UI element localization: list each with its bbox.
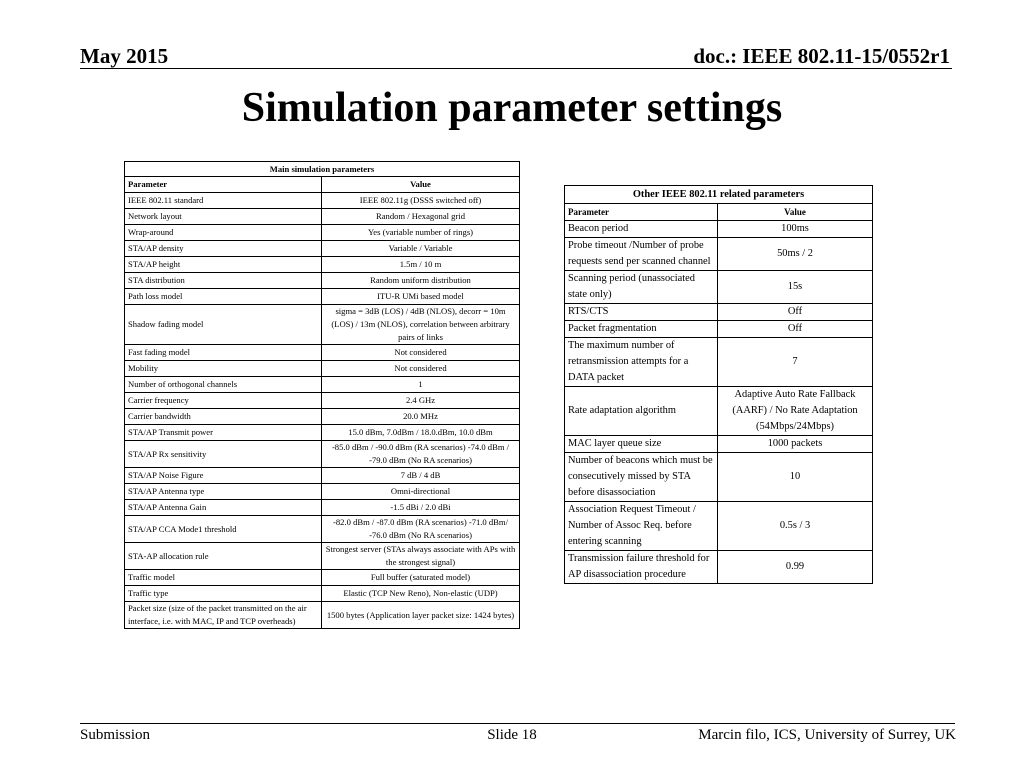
parameter-cell: Carrier bandwidth <box>125 409 322 425</box>
parameter-cell: STA/AP Transmit power <box>125 425 322 441</box>
table-row <box>125 543 520 570</box>
table-row <box>565 304 873 321</box>
parameter-cell: Traffic type <box>125 586 322 602</box>
parameter-cell: Rate adaptation algorithm <box>565 387 718 436</box>
parameter-cell: STA/AP height <box>125 257 322 273</box>
footer-divider <box>80 723 955 724</box>
parameter-cell: Carrier frequency <box>125 393 322 409</box>
value-cell: 10 <box>718 453 873 502</box>
table-row <box>125 193 520 209</box>
table-row <box>125 500 520 516</box>
table-row <box>125 602 520 629</box>
table-row <box>125 409 520 425</box>
table-row <box>125 516 520 543</box>
parameter-cell: STA distribution <box>125 273 322 289</box>
table-row <box>565 436 873 453</box>
table-row <box>125 257 520 273</box>
table-caption: Main simulation parameters <box>125 162 520 177</box>
parameter-cell: Number of beacons which must be consecutively missed by STA before disassociation <box>565 453 718 502</box>
parameter-cell: STA/AP density <box>125 241 322 257</box>
parameter-cell: RTS/CTS <box>565 304 718 321</box>
table-row <box>125 441 520 468</box>
table-row <box>125 345 520 361</box>
parameter-cell: STA/AP Antenna type <box>125 484 322 500</box>
parameter-cell: STA/AP Antenna Gain <box>125 500 322 516</box>
value-cell: Strongest server (STAs always associate with APs with the strongest signal) <box>322 543 520 570</box>
header-date: May 2015 <box>80 44 169 68</box>
value-cell: ITU-R UMi based model <box>322 289 520 305</box>
parameter-cell: Fast fading model <box>125 345 322 361</box>
table-row <box>565 321 873 338</box>
parameter-cell: Transmission failure threshold for AP disassociation procedure <box>565 551 718 584</box>
value-cell: 1000 packets <box>718 436 873 453</box>
footer-slide-number: Slide 18 <box>487 727 537 743</box>
parameter-cell: Mobility <box>125 361 322 377</box>
value-cell: 15s <box>718 271 873 304</box>
value-cell: 0.99 <box>718 551 873 584</box>
value-cell: Not considered <box>322 345 520 361</box>
parameter-cell: STA/AP CCA Mode1 threshold <box>125 516 322 543</box>
table-caption: Other IEEE 802.11 related parameters <box>565 186 873 204</box>
value-cell: 1 <box>322 377 520 393</box>
table-row <box>125 305 520 345</box>
value-cell: Off <box>718 321 873 338</box>
parameter-cell: Probe timeout /Number of probe requests send per scanned channel <box>565 238 718 271</box>
parameter-cell: Scanning period (unassociated state only) <box>565 271 718 304</box>
parameter-cell: Beacon period <box>565 221 718 238</box>
column-header-parameter: Parameter <box>565 204 718 221</box>
column-header-parameter: Parameter <box>125 177 322 193</box>
table-caption-row <box>565 186 873 204</box>
value-cell: Variable / Variable <box>322 241 520 257</box>
table-header-row <box>565 204 873 221</box>
table-row <box>125 289 520 305</box>
parameter-cell: Wrap-around <box>125 225 322 241</box>
table-row <box>565 387 873 436</box>
parameter-cell: Packet fragmentation <box>565 321 718 338</box>
parameter-cell: Traffic model <box>125 570 322 586</box>
table-row <box>565 551 873 584</box>
parameter-cell: Number of orthogonal channels <box>125 377 322 393</box>
table-caption-row <box>125 162 520 177</box>
footer-author: Marcin filo, ICS, University of Surrey, UK <box>698 727 956 743</box>
value-cell: Full buffer (saturated model) <box>322 570 520 586</box>
value-cell: 0.5s / 3 <box>718 502 873 551</box>
parameter-cell: STA-AP allocation rule <box>125 543 322 570</box>
value-cell: 2.4 GHz <box>322 393 520 409</box>
table-row <box>565 221 873 238</box>
table-row <box>125 241 520 257</box>
value-cell: 100ms <box>718 221 873 238</box>
parameter-cell: The maximum number of retransmission attempts for a DATA packet <box>565 338 718 387</box>
value-cell: Off <box>718 304 873 321</box>
footer-submission: Submission <box>80 727 151 743</box>
value-cell: -1.5 dBi / 2.0 dBi <box>322 500 520 516</box>
parameter-cell: IEEE 802.11 standard <box>125 193 322 209</box>
value-cell: Adaptive Auto Rate Fallback (AARF) / No Rate Adaptation (54Mbps/24Mbps) <box>718 387 873 436</box>
column-header-value: Value <box>718 204 873 221</box>
table-row <box>565 271 873 304</box>
parameter-cell: Association Request Timeout / Number of Assoc Req. before entering scanning <box>565 502 718 551</box>
parameter-cell: Shadow fading model <box>125 305 322 345</box>
table-row <box>125 273 520 289</box>
parameter-cell: Network layout <box>125 209 322 225</box>
value-cell: Elastic (TCP New Reno), Non-elastic (UDP) <box>322 586 520 602</box>
value-cell: 1500 bytes (Application layer packet size: 1424 bytes) <box>322 602 520 629</box>
table-row <box>125 393 520 409</box>
table-row <box>125 425 520 441</box>
column-header-value: Value <box>322 177 520 193</box>
table-row <box>125 484 520 500</box>
parameter-cell: Packet size (size of the packet transmitted on the air interface, i.e. with MAC, IP and TCP overheads) <box>125 602 322 629</box>
parameter-cell: Path loss model <box>125 289 322 305</box>
other-parameters-table <box>564 185 873 584</box>
table-row <box>125 570 520 586</box>
table-row <box>125 225 520 241</box>
table-row <box>565 453 873 502</box>
table-row <box>125 377 520 393</box>
slide-title: Simulation parameter settings <box>241 85 783 131</box>
value-cell: 7 dB / 4 dB <box>322 468 520 484</box>
value-cell: 50ms / 2 <box>718 238 873 271</box>
value-cell: 7 <box>718 338 873 387</box>
table-row <box>125 209 520 225</box>
table-row <box>565 338 873 387</box>
table-row <box>125 361 520 377</box>
parameter-cell: STA/AP Noise Figure <box>125 468 322 484</box>
value-cell: Random uniform distribution <box>322 273 520 289</box>
parameter-cell: MAC layer queue size <box>565 436 718 453</box>
value-cell: 15.0 dBm, 7.0dBm / 18.0.dBm, 10.0 dBm <box>322 425 520 441</box>
value-cell: Random / Hexagonal grid <box>322 209 520 225</box>
table-row <box>565 502 873 551</box>
value-cell: Not considered <box>322 361 520 377</box>
table-header-row <box>125 177 520 193</box>
parameter-cell: STA/AP Rx sensitivity <box>125 441 322 468</box>
value-cell: sigma = 3dB (LOS) / 4dB (NLOS), decorr = 10m (LOS) / 13m (NLOS), correlation between arbitrary pairs of links <box>322 305 520 345</box>
table-row <box>565 238 873 271</box>
table-row <box>125 586 520 602</box>
value-cell: Yes (variable number of rings) <box>322 225 520 241</box>
value-cell: -85.0 dBm / -90.0 dBm (RA scenarios) -74.0 dBm / -79.0 dBm (No RA scenarios) <box>322 441 520 468</box>
value-cell: IEEE 802.11g (DSSS switched off) <box>322 193 520 209</box>
header-divider <box>80 68 952 69</box>
value-cell: 1.5m / 10 m <box>322 257 520 273</box>
value-cell: -82.0 dBm / -87.0 dBm (RA scenarios) -71.0 dBm/ -76.0 dBm (No RA scenarios) <box>322 516 520 543</box>
value-cell: Omni-directional <box>322 484 520 500</box>
header-doc-id: doc.: IEEE 802.11-15/0552r1 <box>693 44 950 68</box>
main-parameters-table <box>124 161 520 629</box>
table-row <box>125 468 520 484</box>
value-cell: 20.0 MHz <box>322 409 520 425</box>
